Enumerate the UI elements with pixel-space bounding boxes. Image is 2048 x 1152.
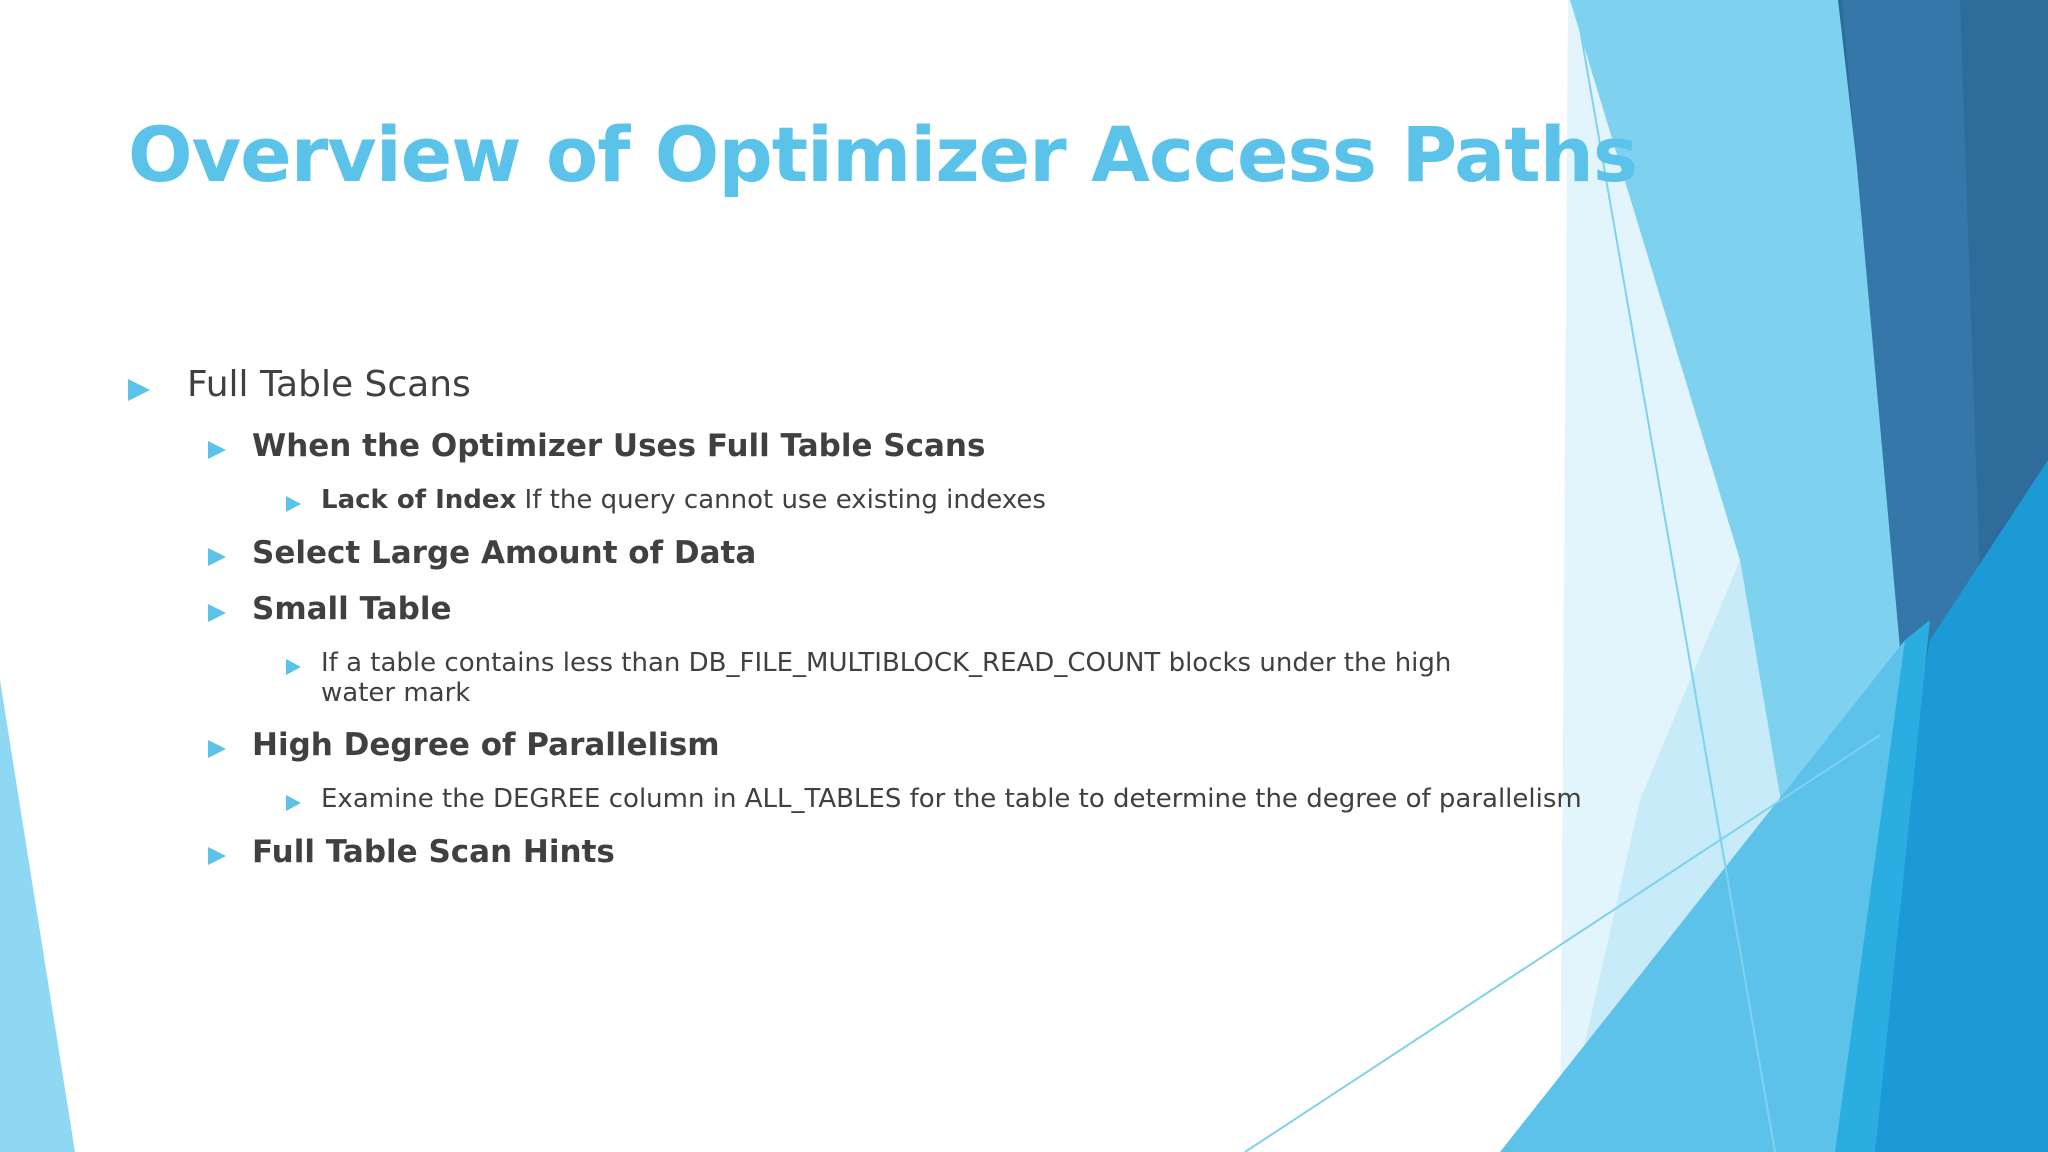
bullet-when-optimizer-uses xyxy=(208,428,985,464)
bullet-parallelism-detail xyxy=(286,784,1582,814)
triangle-bullet-icon xyxy=(286,659,301,675)
triangle-bullet-icon xyxy=(286,496,301,512)
bullet-full-table-scans xyxy=(128,364,471,405)
bullet-full-table-scan-hints xyxy=(208,834,615,870)
triangle-bullet-icon xyxy=(208,441,226,459)
triangle-bullet-icon xyxy=(208,740,226,758)
bullet-lack-of-index xyxy=(286,485,1046,515)
bullet-text: Full Table Scan Hints xyxy=(252,834,615,870)
triangle-bullet-icon xyxy=(208,548,226,566)
bullet-bold-term: Lack of Index xyxy=(321,485,517,515)
bullet-high-degree-parallelism xyxy=(208,727,720,763)
left-edge-shape xyxy=(0,680,75,1152)
bullet-text: Full Table Scans xyxy=(187,364,471,405)
bullet-text: Select Large Amount of Data xyxy=(252,535,757,571)
bullet-text: If a table contains less than DB_FILE_MULTIBLOCK_READ_COUNT blocks under the high water mark xyxy=(321,648,1452,708)
bullet-text: Small Table xyxy=(252,591,452,627)
bullet-description: If the query cannot use existing indexes xyxy=(516,485,1046,515)
bullet-text: High Degree of Parallelism xyxy=(252,727,720,763)
triangle-bullet-icon xyxy=(128,379,150,401)
bullet-small-table xyxy=(208,591,452,627)
triangle-bullet-icon xyxy=(208,847,226,865)
bullet-text: When the Optimizer Uses Full Table Scans xyxy=(252,428,986,464)
triangle-bullet-icon xyxy=(286,795,301,811)
triangle-bullet-icon xyxy=(208,604,226,622)
bullet-text xyxy=(321,485,1046,515)
bullet-text: Examine the DEGREE column in ALL_TABLES for the table to determine the degree of parallelism xyxy=(321,784,1582,814)
bullet-small-table-detail xyxy=(286,648,1516,708)
bullet-select-large-amount xyxy=(208,535,756,571)
slide-title: Overview of Optimizer Access Paths xyxy=(128,110,1638,199)
